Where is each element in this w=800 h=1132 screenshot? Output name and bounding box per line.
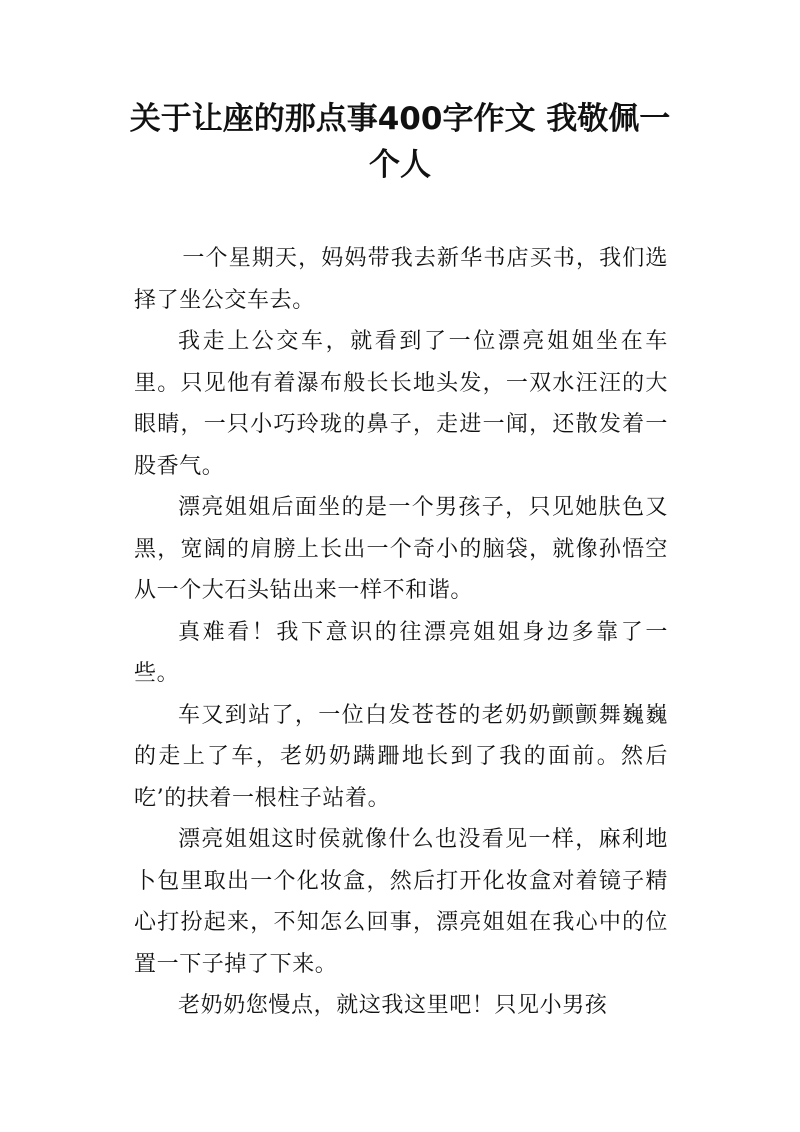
paragraph-6: 漂亮姐姐这时侯就像什么也没看见一样，麻利地卜包里取出一个化妆盒，然后打开化妆盒对着镜子精心打扮起来，不知怎么回事，漂亮姐姐在我心中的位置一下子掉了下来。 xyxy=(134,827,668,977)
paragraph-4: 真难看！我下意识的往漂亮姐姐身边多靠了一些。 xyxy=(134,619,668,686)
paragraph-5: 车又到站了，一位白发苍苍的老奶奶颤颤舞巍巍的走上了车，老奶奶蹒跚地长到了我的面前。然后吃’的扶着一根柱子站着。 xyxy=(134,702,668,811)
paragraph-7: 老奶奶您慢点，就这我这里吧！只见小男孩 xyxy=(178,993,608,1018)
paragraph-2: 我走上公交车，就看到了一位漂亮姐姐坐在车里。只见他有着瀑布般长长地头发，一双水汪汪的大眼睛，一只小巧玲珑的鼻子，走进一闻，还散发着一股香气。 xyxy=(134,329,668,479)
paragraph-1: 一个星期天，妈妈带我去新华书店买书，我们选择了坐公交车去。 xyxy=(134,246,668,313)
article-body xyxy=(134,238,668,1027)
page-title: 关于让座的那点事400字作文 我敬佩一个人 xyxy=(129,101,671,183)
paragraph-3: 漂亮姐姐后面坐的是一个男孩子，只见她肤色又黑，宽阔的肩膀上长出一个奇小的脑袋，就像孙悟空从一个大石头钻出来一样不和谐。 xyxy=(134,495,668,603)
